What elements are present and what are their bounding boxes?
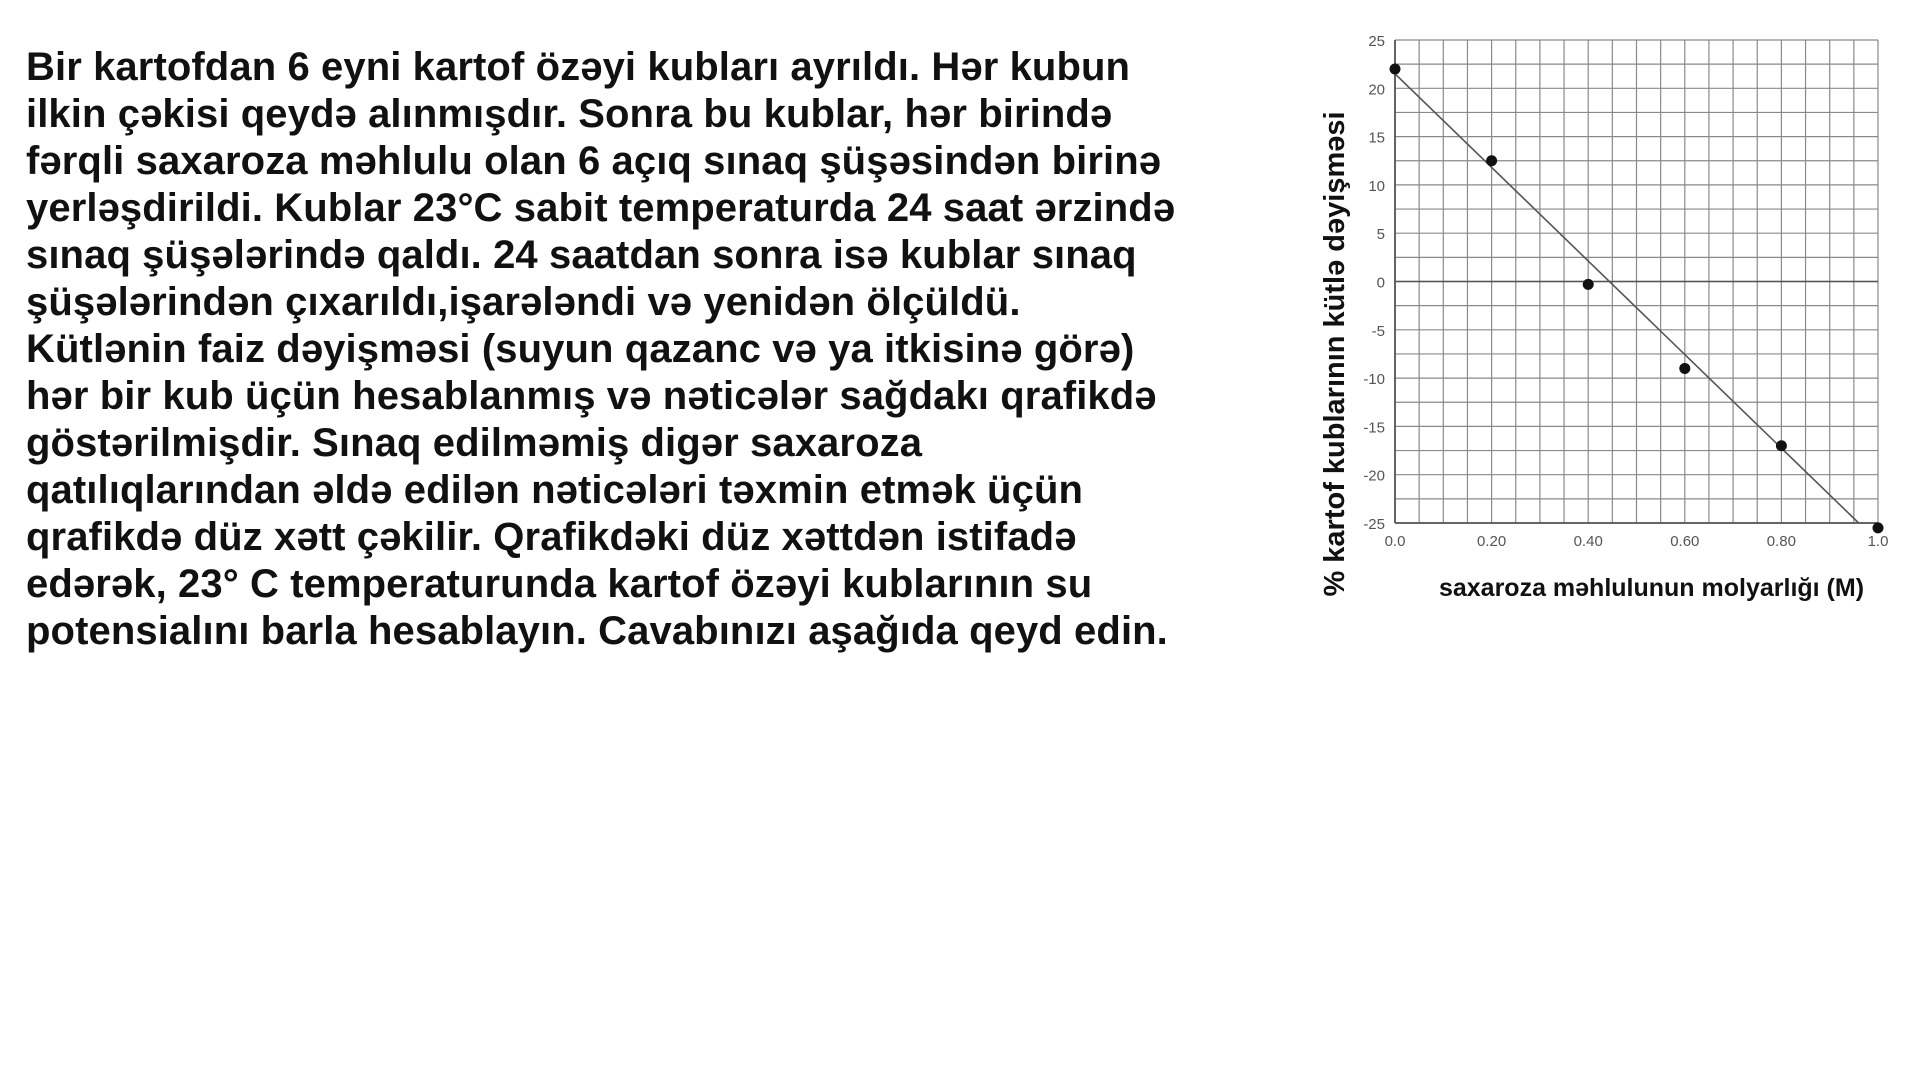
question-line: şüşələrindən çıxarıldı,işarələndi və yenidən ölçüldü. [26, 280, 1021, 324]
data-point [1486, 155, 1497, 166]
question-line: fərqli saxaroza məhlulu olan 6 açıq sınaq şüşəsindən birinə [26, 139, 1162, 183]
data-point [1679, 363, 1690, 374]
x-tick-label: 0.40 [1573, 533, 1603, 550]
scatter-chart [1280, 20, 1920, 640]
question-line: ilkin çəkisi qeydə alınmışdır. Sonra bu kublar, hər birində [26, 92, 1113, 136]
y-tick-label: -20 [1363, 467, 1385, 485]
question-line: Bir kartofdan 6 eyni kartof özəyi kubları ayrıldı. Hər kubun [26, 45, 1131, 89]
trend-line [1395, 74, 1859, 523]
question-line: Kütlənin faiz dəyişməsi (suyun qazanc və ya itkisinə görə) [26, 327, 1135, 371]
x-tick-label: 0.60 [1670, 533, 1700, 550]
y-tick-label: -10 [1363, 371, 1385, 389]
question-line: hər bir kub üçün hesablanmış və nəticələr sağdakı qrafikdə [26, 374, 1157, 418]
question-line: sınaq şüşələrində qaldı. 24 saatdan sonra isə kublar sınaq [26, 233, 1137, 277]
y-tick-label: -15 [1363, 419, 1385, 437]
y-tick-label: 10 [1368, 177, 1385, 195]
x-tick-label: 0.20 [1476, 533, 1507, 550]
question-line: yerləşdirildi. Kublar 23°C sabit temperaturda 24 saat ərzində [26, 186, 1176, 230]
y-tick-label: -5 [1371, 322, 1385, 340]
x-axis-title: saxaroza məhlulunun molyarlığı (M) [1438, 574, 1865, 602]
y-tick-label: -25 [1363, 516, 1385, 533]
x-tick-label: 0.0 [1384, 533, 1406, 550]
x-tick-label: 0.80 [1766, 533, 1797, 550]
question-line: edərək, 23° C temperaturunda kartof özəyi kublarının su [26, 562, 1093, 606]
y-tick-label: 20 [1368, 81, 1385, 99]
y-tick-label: 0 [1376, 274, 1385, 292]
x-tick-label: 1.0 [1867, 533, 1889, 550]
question-line: göstərilmişdir. Sınaq edilməmiş digər saxaroza [26, 421, 923, 465]
y-axis-title: % kartof kublarının kütlə dəyişməsi [1319, 111, 1351, 597]
question-text [26, 44, 1266, 655]
question-line: potensialını barla hesablayın. Cavabınızı aşağıda qeyd edin. [26, 609, 1168, 653]
question-line: qatılıqlarından əldə edilən nəticələri təxmin etmək üçün [26, 468, 1084, 512]
data-point [1776, 440, 1787, 451]
y-tick-label: 5 [1376, 226, 1385, 244]
question-line: qrafikdə düz xətt çəkilir. Qrafikdəki düz xəttdən istifadə [26, 515, 1077, 559]
data-point [1873, 522, 1884, 533]
y-tick-label: 15 [1368, 129, 1385, 147]
data-point [1583, 279, 1594, 290]
chart-svg [1280, 20, 1920, 640]
y-tick-label: 25 [1368, 33, 1385, 50]
data-point [1390, 63, 1401, 74]
